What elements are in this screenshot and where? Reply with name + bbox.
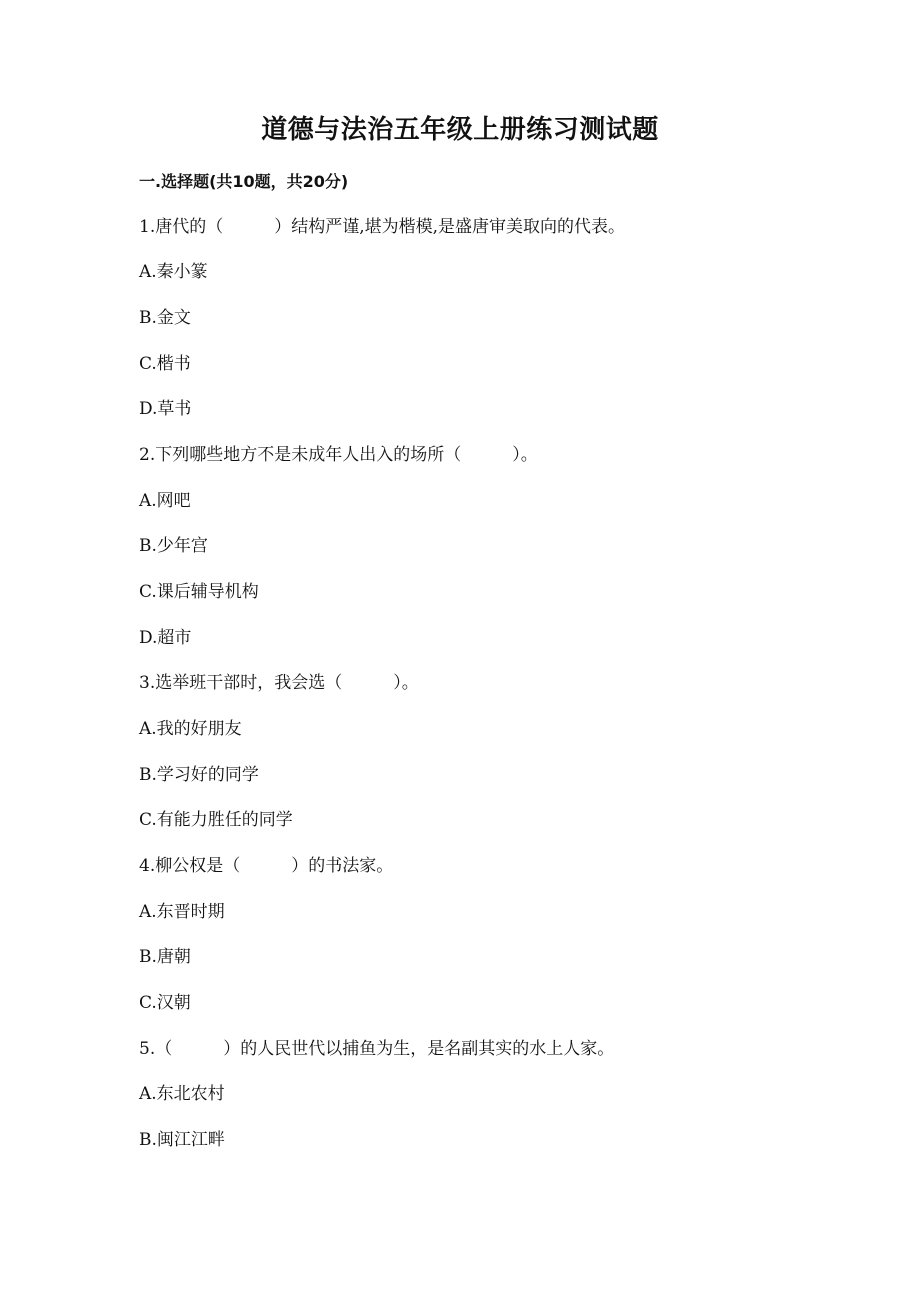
question-1-option-c: C.楷书 — [139, 354, 191, 374]
section-heading: 一.选择题(共10题，共20分) — [139, 172, 349, 191]
question-3-option-a: A.我的好朋友 — [139, 719, 242, 739]
question-4-stem: 4.柳公权是（ ）的书法家。 — [139, 856, 394, 876]
question-1-option-b: B.金文 — [139, 308, 191, 328]
question-3-stem: 3.选举班干部时，我会选（ ）。 — [139, 673, 419, 693]
question-4-option-c: C.汉朝 — [139, 993, 191, 1013]
question-1-option-a: A.秦小篆 — [139, 262, 208, 282]
question-3-option-b: B.学习好的同学 — [139, 765, 259, 785]
question-5-option-a: A.东北农村 — [139, 1084, 225, 1104]
question-4-option-b: B.唐朝 — [139, 947, 191, 967]
question-3-option-c: C.有能力胜任的同学 — [139, 810, 293, 830]
question-2-option-b: B.少年宫 — [139, 536, 208, 556]
question-2-stem: 2.下列哪些地方不是未成年人出入的场所（ ）。 — [139, 445, 538, 465]
question-1-stem: 1.唐代的（ ）结构严谨,堪为楷模,是盛唐审美取向的代表。 — [139, 217, 626, 237]
page-title: 道德与法治五年级上册练习测试题 — [261, 115, 659, 145]
question-4-option-a: A.东晋时期 — [139, 902, 225, 922]
question-2-option-d: D.超市 — [139, 628, 192, 648]
question-1-option-d: D.草书 — [139, 399, 192, 419]
question-2-option-a: A.网吧 — [139, 491, 191, 511]
question-5-option-b: B.闽江江畔 — [139, 1130, 225, 1150]
question-2-option-c: C.课后辅导机构 — [139, 582, 259, 602]
question-5-stem: 5.（ ）的人民世代以捕鱼为生，是名副其实的水上人家。 — [139, 1039, 615, 1059]
